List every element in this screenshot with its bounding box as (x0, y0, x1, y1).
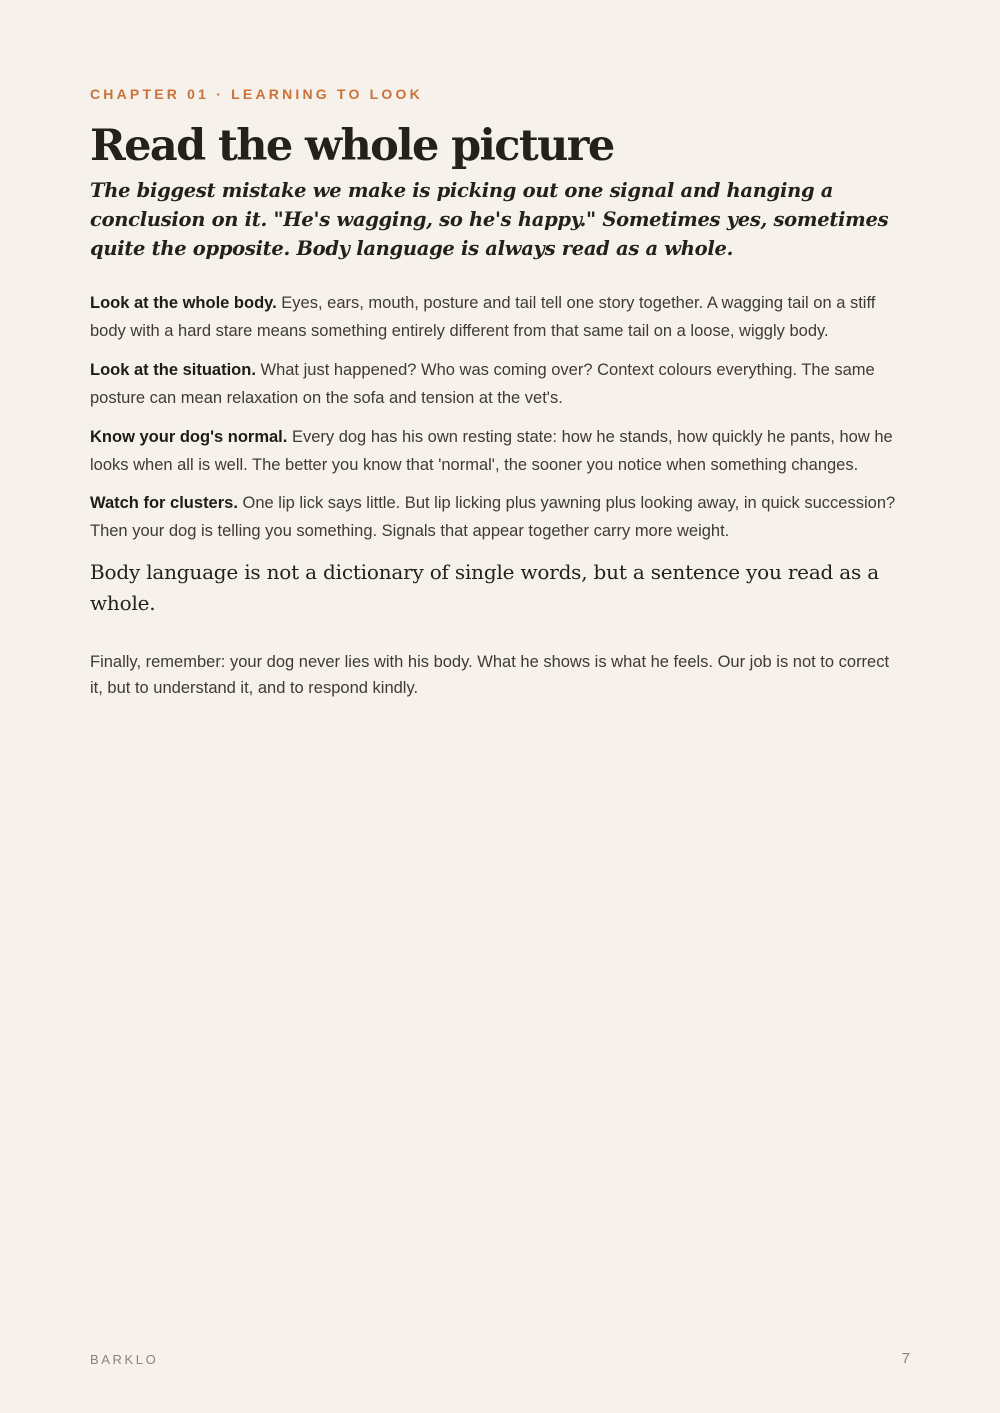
intro-lede: The biggest mistake we make is picking out one signal and hanging a conclusion on it. "He's wagging, so he's happy." Sometimes yes, sometimes quite the opposite. Body language is always read as a whole. (90, 179, 889, 260)
chapter-eyebrow: CHAPTER 01 · LEARNING TO LOOK (90, 86, 423, 102)
section-lead: Watch for clusters. (90, 494, 238, 512)
closing-paragraph: Finally, remember: your dog never lies with his body. What he shows is what he feels. Our job is not to correct it, but to understand it, and to respond kindly. (90, 653, 890, 697)
section-lead: Look at the situation. (90, 361, 256, 379)
section-clusters (90, 489, 910, 545)
page-title: Read the whole picture (90, 121, 614, 171)
section-normal (90, 423, 910, 479)
section-text: Eyes, ears, mouth, posture and tail tell one story together. A wagging tail on a stiff body with a hard stare means something entirely different from that same tail on a loose, wiggly body. (90, 294, 876, 340)
footer-brand: BARKLO (90, 1352, 159, 1367)
page-number: 7 (901, 1350, 910, 1367)
section-text: Every dog has his own resting state: how he stands, how quickly he pants, how he looks when all is well. The better you know that 'normal', the sooner you notice when something changes. (90, 428, 893, 474)
section-whole-body (90, 289, 910, 345)
section-situation (90, 356, 910, 412)
pull-quote: Body language is not a dictionary of single words, but a sentence you read as a whole. (90, 560, 879, 615)
section-text: What just happened? Who was coming over? Context colours everything. The same posture can mean relaxation on the sofa and tension at the vet's. (90, 361, 875, 407)
section-lead: Look at the whole body. (90, 294, 277, 312)
section-text: One lip lick says little. But lip licking plus yawning plus looking away, in quick succession? Then your dog is telling you something. Signals that appear together carry more weight. (90, 494, 896, 540)
section-lead: Know your dog's normal. (90, 428, 288, 446)
document-page (90, 0, 910, 1413)
